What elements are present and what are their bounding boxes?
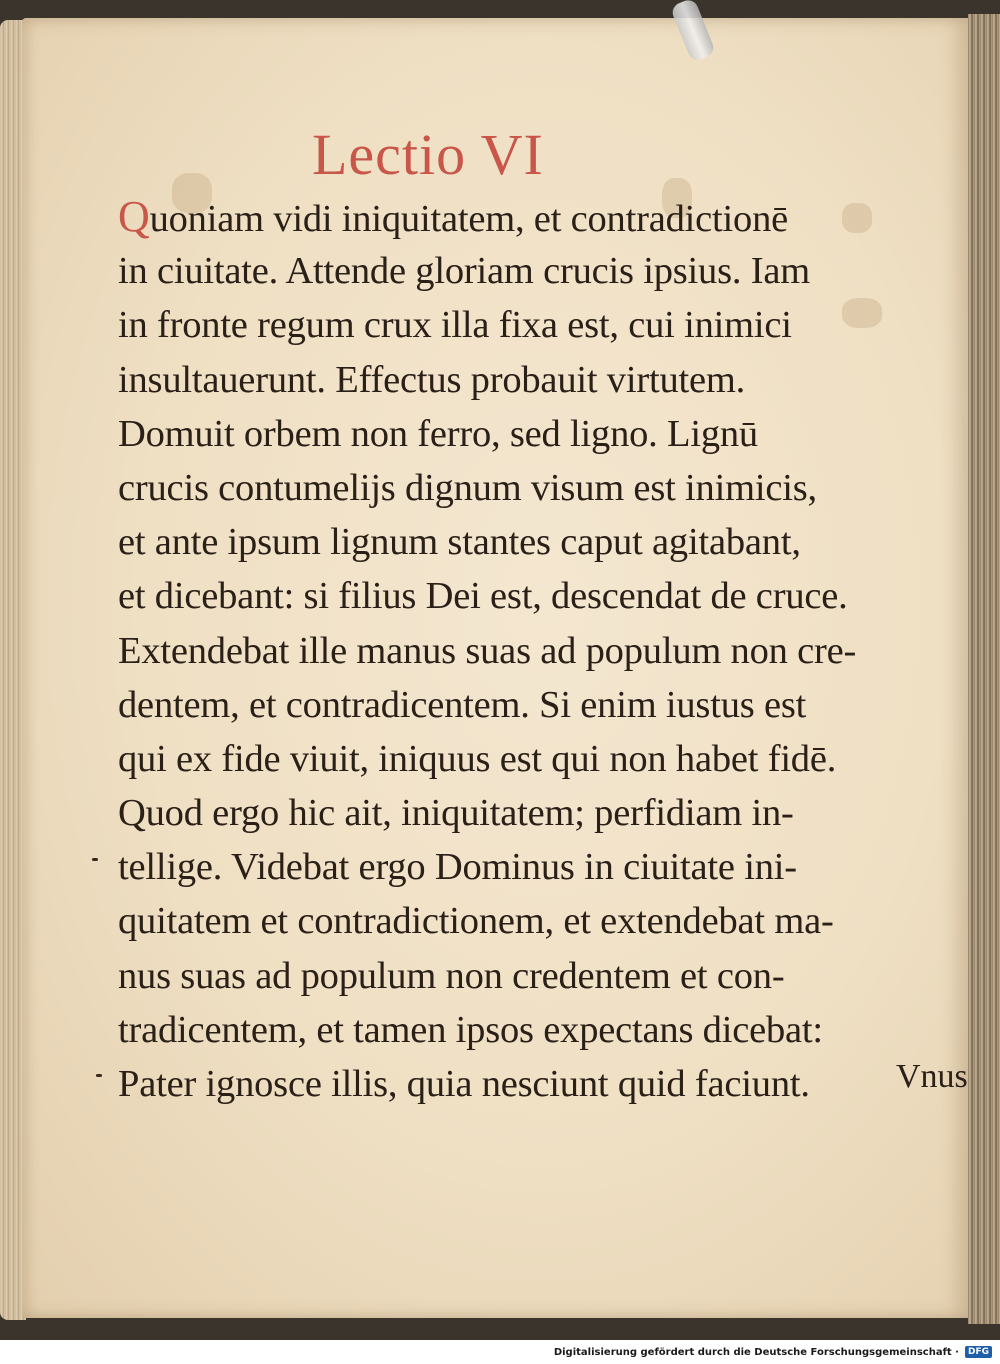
text-line: dentem, et contradicentem. Si enim iustus est: [118, 683, 807, 726]
text-line: nus suas ad populum non credentem et con-: [118, 954, 785, 997]
text-line: tellige. Videbat ergo Dominus in ciuitate ini-: [118, 846, 797, 889]
text-line: crucis contumelijs dignum visum est inimicis,: [118, 466, 817, 509]
text-line: Domuit orbem non ferro, sed ligno. Lignū: [118, 412, 758, 455]
text-line: Extendebat ille manus suas ad populum non cre-: [118, 629, 857, 672]
text-line: Quod ergo hic ait, iniquitatem; perfidiam in-: [118, 792, 794, 835]
manuscript-text: [118, 190, 978, 1111]
text-line: insultauerunt. Effectus probauit virtutem.: [118, 358, 746, 401]
text-line: Pater ignosce illis, quia nesciunt quid faciunt.: [118, 1063, 810, 1105]
text-line: in fronte regum crux illa fixa est, cui inimici: [118, 304, 792, 347]
text-line: tradicentem, et tamen ipsos expectans dicebat:: [118, 1008, 823, 1051]
text-line: qui ex fide viuit, iniquus est qui non habet fidē.: [118, 737, 837, 780]
catchword: Vnus: [896, 1058, 968, 1095]
text-line: in ciuitate. Attende gloriam crucis ipsius. Iam: [118, 250, 810, 293]
text-line: et ante ipsum lignum stantes caput agitabant,: [118, 521, 801, 564]
footer-credit: Digitalisierung gefördert durch die Deutsche Forschungsgemeinschaft ·: [553, 1346, 959, 1358]
margin-mark: [96, 1074, 102, 1077]
margin-mark: [92, 858, 98, 861]
digitization-footer: [0, 1340, 1000, 1364]
red-initial: Q: [118, 192, 150, 241]
lectio-heading: Lectio VI: [312, 122, 544, 187]
text-line: Quoniam vidi iniquitatem, et contradictionē: [118, 192, 789, 241]
text-line: quitatem et contradictionem, et extendebat ma-: [118, 900, 834, 943]
text-line: et dicebant: si filius Dei est, descendat de cruce.: [118, 575, 848, 618]
dfg-logo: DFG: [965, 1346, 992, 1358]
